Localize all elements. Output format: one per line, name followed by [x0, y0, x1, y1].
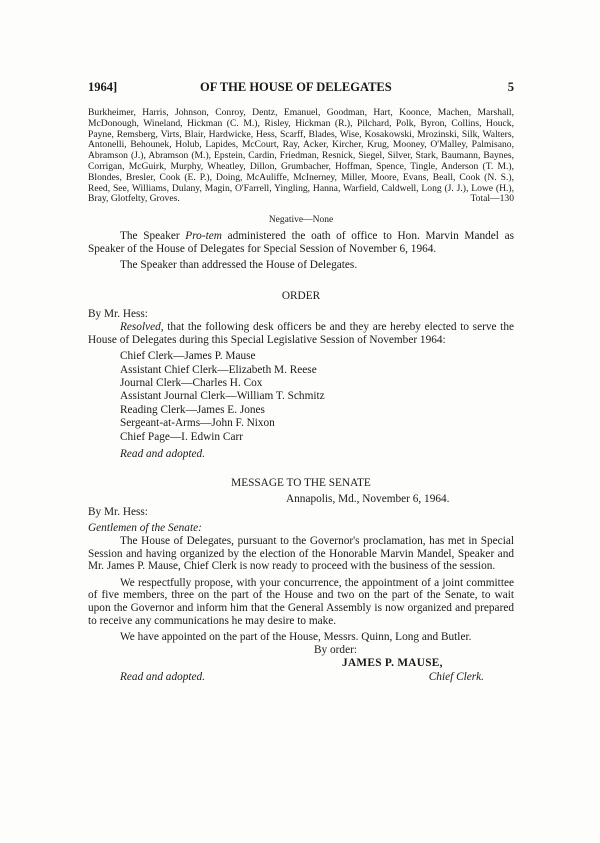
oath-text-after: administered the oath of office to Hon. Marvin Mandel as Speaker of the House of Delegates for Special Session of November 6, 1964.	[88, 230, 514, 255]
order-by-line: By Mr. Hess:	[88, 308, 148, 321]
running-header	[88, 80, 514, 94]
officer-list	[120, 350, 514, 444]
header-title: OF THE HOUSE OF DELEGATES	[200, 80, 392, 94]
order-heading: ORDER	[281, 289, 321, 302]
officer-item: Assistant Journal Clerk—William T. Schmitz	[120, 390, 325, 403]
resolved-text: that the following desk officers be and they are hereby elected to serve the House of Delegates during this Special Legislative Session of November 1964:	[88, 320, 514, 346]
oath-paragraph	[88, 230, 514, 255]
journal-body	[88, 230, 514, 684]
resolved-paragraph	[88, 321, 514, 346]
officer-item: Sergeant-at-Arms—John F. Nixon	[120, 417, 275, 430]
message-by-line: By Mr. Hess:	[88, 505, 148, 518]
message-heading: MESSAGE TO THE SENATE	[231, 476, 371, 489]
message-paragraph: We have appointed on the part of the House, Messrs. Quinn, Long and Butler.	[120, 631, 472, 644]
message-paragraph: We respectfully propose, with your concurrence, the appointment of a joint committee of five members, three on the part of the House and two on the part of the Senate, to wait upon the Governor and inform him that the General Assembly is now organized and prepared to receive any communications he may desire to make.	[88, 576, 514, 627]
signer-name: JAMES P. MAUSE,	[342, 656, 443, 669]
message-paragraph: The House of Delegates, pursuant to the Governor's proclamation, has met in Special Session and having organized by the election of the Honorable Marvin Mandel, Speaker and Mr. James P. Mause, Chief Clerk is now ready to proceed with the business of the session.	[88, 534, 514, 573]
resolved-label: Resolved,	[120, 320, 164, 333]
message-adopted: Read and adopted.	[120, 670, 206, 683]
officer-item: Chief Page—I. Edwin Carr	[120, 430, 243, 443]
address-paragraph: The Speaker than addressed the House of Delegates.	[120, 259, 358, 272]
roll-call-names: Burkheimer, Harris, Johnson, Conroy, Dentz, Emanuel, Goodman, Hart, Koonce, Machen, Marshall, McDonough, Wineland, Hickman (C. M.), Risley, Hickman (R.), Pilchard, Polk, Byron, Collins, Houck, Payne, Remsberg, Virts, Blair, Hardwicke, Hess, Scarff, Blades, Wise, Kosakowski, Mrozinski, Silk, Walters, Antonelli, Behounek, Holub, Lapides, McCourt, Ray, Acker, Kircher, Krug, Mooney, O'Malley, Palmisano, Abramson (J.), Abramson (M.), Epstein, Cardin, Friedman, Resnick, Siegel, Silver, Stark, Baumann, Baynes, Corrigan, McGuirk, Murphy, Wheatley, Dillon, Grumbacher, Hoffman, Spence, Tingle, Anderson (T. M.), Blondes, Bresler, Cook (E. P.), Doing, McAuliffe, McInerney, Miller, Moore, Evans, Beall, Cook (N. S.), Reed, See, Williams, Dulany, Magin, O'Farrell, Yingling, Hanna, Warfield, Caldwell, Long (J. J.), Lowe (H.), Bray, Glotfelty, Groves.	[88, 107, 514, 205]
officer-item: Chief Clerk—James P. Mause	[120, 350, 256, 363]
officer-item: Reading Clerk—James E. Jones	[120, 403, 265, 416]
page-number: 5	[507, 80, 514, 94]
officer-item: Assistant Chief Clerk—Elizabeth M. Reese	[120, 363, 317, 376]
message-date-line: Annapolis, Md., November 6, 1964.	[286, 493, 450, 506]
signer-title: Chief Clerk.	[428, 670, 484, 683]
officer-item: Journal Clerk—Charles H. Cox	[120, 376, 263, 389]
message-salutation: Gentlemen of the Senate:	[88, 522, 202, 535]
order-adopted: Read and adopted.	[120, 448, 206, 460]
oath-text-before: The Speaker	[120, 230, 186, 242]
roll-call-negative: Negative—None	[268, 215, 334, 225]
by-order-line: By order:	[314, 643, 357, 656]
roll-call-list	[88, 108, 514, 205]
oath-text-italic: Pro-tem	[185, 230, 222, 242]
roll-call-total: Total—130	[470, 193, 514, 205]
signature-block	[88, 644, 514, 684]
header-year: 1964]	[88, 80, 118, 94]
